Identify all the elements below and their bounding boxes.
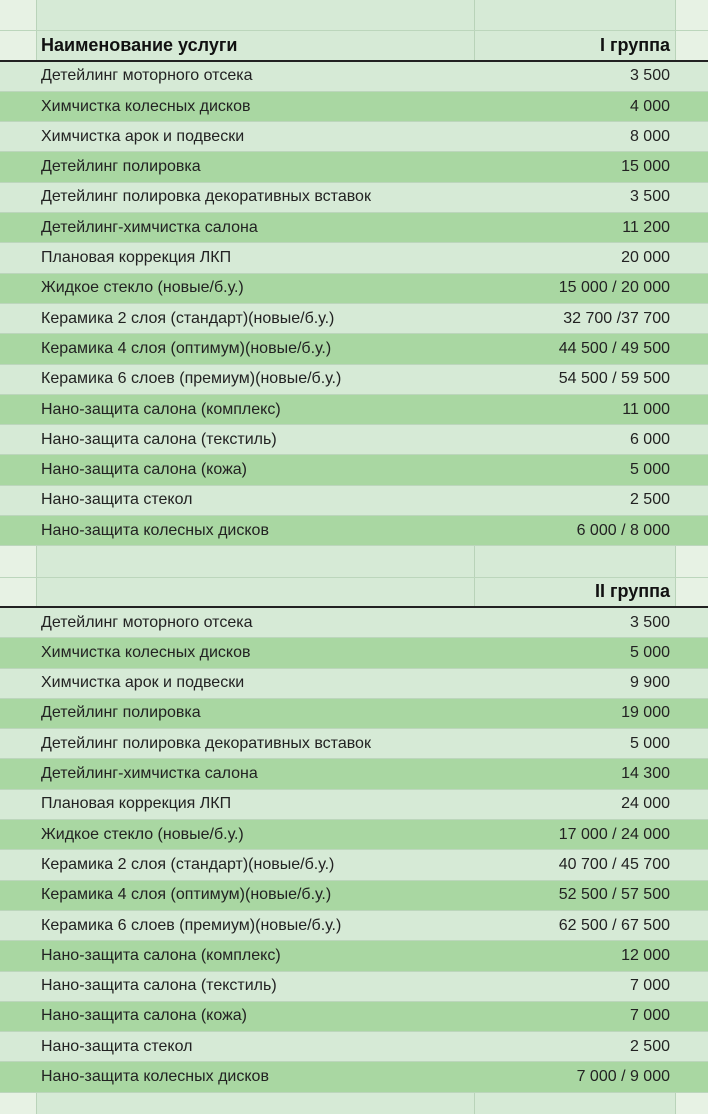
table-row: [0, 972, 708, 1002]
service-name-cell: Нано-защита стекол: [41, 1037, 193, 1055]
price-cell: 2 500: [629, 1037, 670, 1055]
separator-row: [0, 546, 708, 577]
service-name-cell: Керамика 4 слоя (оптимум)(новые/б.у.): [41, 886, 332, 904]
table-row: [0, 1002, 708, 1032]
price-cell: 2 500: [629, 491, 670, 509]
table-header-row: [0, 31, 708, 61]
price-cell: 5 000: [629, 643, 670, 661]
price-cell: 4 000: [629, 97, 670, 115]
table-row: [0, 213, 708, 243]
service-name-cell: Детейлинг моторного отсека: [41, 613, 253, 631]
table-row: [0, 516, 708, 546]
service-name-cell: Керамика 6 слоев (премиум)(новые/б.у.): [41, 370, 342, 388]
price-cell: 7 000: [629, 1007, 670, 1025]
service-name-cell: Химчистка арок и подвески: [41, 674, 245, 692]
service-name-cell: Детейлинг полировка: [41, 158, 201, 176]
price-cell: 19 000: [621, 704, 670, 722]
service-name-cell: Нано-защита салона (текстиль): [41, 977, 277, 995]
group1-header: I группа: [599, 34, 670, 55]
service-name-cell: Детейлинг-химчистка салона: [41, 218, 258, 236]
service-name-cell: Нано-защита стекол: [41, 491, 193, 509]
table-row: [0, 425, 708, 455]
table-row: [0, 790, 708, 820]
price-cell: 54 500 / 59 500: [558, 370, 670, 388]
table-row: [0, 274, 708, 304]
price-cell: 3 500: [629, 67, 670, 85]
table-row: [0, 820, 708, 850]
service-name-cell: Керамика 2 слоя (стандарт)(новые/б.у.): [41, 309, 335, 327]
table-row: [0, 455, 708, 485]
price-cell: 40 700 / 45 700: [558, 855, 670, 873]
service-name-cell: Детейлинг-химчистка салона: [41, 765, 258, 783]
table-row: [0, 638, 708, 668]
table-row: [0, 183, 708, 213]
service-name-cell: Керамика 2 слоя (стандарт)(новые/б.у.): [41, 855, 335, 873]
table-row: [0, 941, 708, 971]
table-row: [0, 911, 708, 941]
service-name-cell: Жидкое стекло (новые/б.у.): [41, 279, 244, 297]
top-empty-row: [0, 0, 708, 31]
table-row: [0, 304, 708, 334]
price-cell: 62 500 / 67 500: [558, 916, 670, 934]
table-row: [0, 729, 708, 759]
price-cell: 11 200: [622, 218, 670, 236]
price-cell: 3 500: [629, 188, 670, 206]
service-name-cell: Детейлинг полировка декоративных вставок: [41, 734, 371, 752]
service-name-cell: Нано-защита колесных дисков: [41, 1068, 269, 1086]
table-row: [0, 1032, 708, 1062]
service-name-cell: Химчистка колесных дисков: [41, 643, 251, 661]
service-name-cell: Детейлинг полировка: [41, 704, 201, 722]
service-name-cell: Детейлинг моторного отсека: [41, 67, 253, 85]
price-cell: 20 000: [621, 249, 670, 267]
price-cell: 6 000: [629, 430, 670, 448]
table-row: [0, 365, 708, 395]
table-row: [0, 881, 708, 911]
service-name-cell: Нано-защита салона (текстиль): [41, 430, 277, 448]
table-row: [0, 92, 708, 122]
price-cell: 11 000: [622, 400, 670, 418]
table-row: [0, 759, 708, 789]
group2-header-row: [0, 578, 708, 608]
table-row: [0, 122, 708, 152]
price-cell: 8 000: [629, 127, 670, 145]
table-row: [0, 486, 708, 516]
group2-header: II группа: [594, 581, 670, 602]
price-cell: 14 300: [621, 765, 670, 783]
price-cell: 5 000: [629, 734, 670, 752]
price-cell: 15 000: [621, 158, 670, 176]
table-row: [0, 334, 708, 364]
service-name-cell: Химчистка колесных дисков: [41, 97, 251, 115]
price-cell: 32 700 /37 700: [563, 309, 670, 327]
price-cell: 24 000: [621, 795, 670, 813]
table-row: [0, 395, 708, 425]
service-name-cell: Нано-защита салона (комплекс): [41, 946, 281, 964]
price-cell: 7 000: [629, 977, 670, 995]
price-cell: 7 000 / 9 000: [576, 1068, 670, 1086]
service-name-cell: Керамика 6 слоев (премиум)(новые/б.у.): [41, 916, 342, 934]
price-cell: 17 000 / 24 000: [558, 825, 670, 843]
service-name-cell: Жидкое стекло (новые/б.у.): [41, 825, 244, 843]
table-row: [0, 850, 708, 880]
service-name-cell: Нано-защита колесных дисков: [41, 521, 269, 539]
price-cell: 44 500 / 49 500: [558, 339, 670, 357]
price-cell: 15 000 / 20 000: [558, 279, 670, 297]
service-name-cell: Нано-защита салона (комплекс): [41, 400, 281, 418]
price-cell: 5 000: [629, 461, 670, 479]
group1-rows: [0, 62, 708, 547]
price-cell: 9 900: [629, 674, 670, 692]
table-row: [0, 243, 708, 273]
service-name-cell: Керамика 4 слоя (оптимум)(новые/б.у.): [41, 339, 332, 357]
table-row: [0, 62, 708, 92]
table-row: [0, 699, 708, 729]
service-name-cell: Плановая коррекция ЛКП: [41, 249, 232, 267]
price-cell: 6 000 / 8 000: [576, 521, 670, 539]
service-name-header: Наименование услуги: [41, 34, 238, 55]
table-row: [0, 152, 708, 182]
service-name-cell: Химчистка арок и подвески: [41, 127, 245, 145]
group2-rows: [0, 608, 708, 1093]
service-name-cell: Плановая коррекция ЛКП: [41, 795, 232, 813]
service-name-cell: Нано-защита салона (кожа): [41, 461, 247, 479]
price-cell: 12 000: [621, 946, 670, 964]
service-name-cell: Нано-защита салона (кожа): [41, 1007, 247, 1025]
price-cell: 52 500 / 57 500: [558, 886, 670, 904]
price-cell: 3 500: [629, 613, 670, 631]
service-name-cell: Детейлинг полировка декоративных вставок: [41, 188, 371, 206]
table-row: [0, 608, 708, 638]
table-row: [0, 1062, 708, 1092]
table-row: [0, 669, 708, 699]
